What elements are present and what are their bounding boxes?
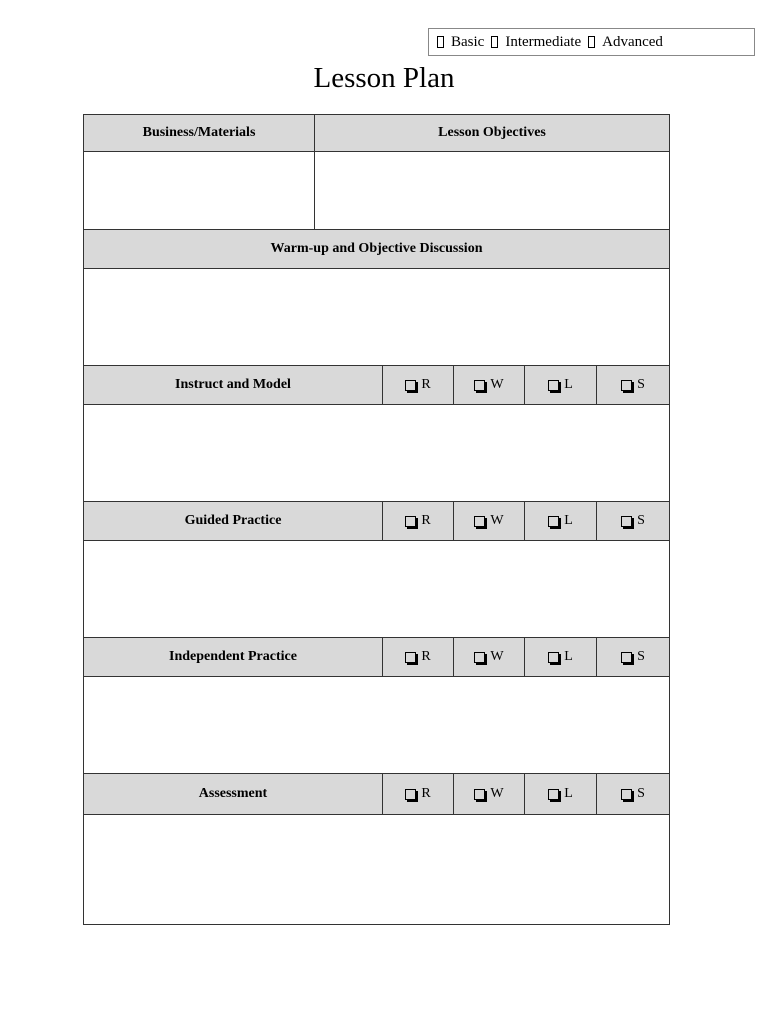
section-label: Assessment	[198, 786, 268, 801]
checkbox-icon[interactable]	[405, 380, 416, 391]
skill-label: L	[564, 649, 573, 664]
section-label: Instruct and Model	[175, 377, 291, 392]
warmup-header	[84, 230, 669, 269]
section-label-cell	[84, 638, 383, 676]
guided-field[interactable]	[84, 541, 669, 638]
level-option-basic[interactable]	[437, 34, 484, 51]
skill-label: L	[564, 786, 573, 801]
checkbox-icon[interactable]	[548, 652, 559, 663]
independent-header	[84, 638, 669, 677]
skill-label: S	[637, 786, 645, 801]
checkbox-icon[interactable]	[548, 516, 559, 527]
level-label: Intermediate	[505, 33, 582, 50]
assessment-field[interactable]	[84, 815, 669, 924]
objectives-header-label: Lesson Objectives	[438, 125, 546, 140]
skill-s[interactable]	[597, 366, 669, 404]
skill-l[interactable]	[525, 774, 597, 814]
skill-label: W	[490, 649, 504, 664]
checkbox-icon[interactable]	[405, 516, 416, 527]
skill-label: R	[421, 649, 431, 664]
materials-header	[84, 115, 315, 151]
skill-s[interactable]	[597, 502, 669, 540]
section-label-cell	[84, 774, 383, 814]
materials-header-label: Business/Materials	[142, 125, 256, 140]
checkbox-icon[interactable]	[548, 380, 559, 391]
warmup-label: Warm-up and Objective Discussion	[270, 241, 483, 256]
checkbox-icon[interactable]	[437, 36, 444, 48]
skill-r[interactable]	[383, 502, 454, 540]
checkbox-icon[interactable]	[548, 789, 559, 800]
checkbox-icon[interactable]	[621, 516, 632, 527]
checkbox-icon[interactable]	[474, 789, 485, 800]
skill-label: R	[421, 513, 431, 528]
objectives-field[interactable]	[315, 152, 669, 229]
skill-label: L	[564, 513, 573, 528]
checkbox-icon[interactable]	[621, 652, 632, 663]
section-label: Guided Practice	[184, 513, 282, 528]
skill-w[interactable]	[454, 638, 525, 676]
skill-label: S	[637, 377, 645, 392]
assessment-header	[84, 774, 669, 815]
skill-s[interactable]	[597, 774, 669, 814]
lesson-plan-form	[83, 114, 670, 925]
instruct-field[interactable]	[84, 405, 669, 502]
materials-field[interactable]	[84, 152, 315, 229]
section-label-cell	[84, 366, 383, 404]
checkbox-icon[interactable]	[474, 380, 485, 391]
skill-s[interactable]	[597, 638, 669, 676]
skill-label: W	[490, 377, 504, 392]
section-label: Independent Practice	[169, 649, 297, 664]
checkbox-icon[interactable]	[588, 36, 595, 48]
skill-w[interactable]	[454, 502, 525, 540]
skill-l[interactable]	[525, 366, 597, 404]
checkbox-icon[interactable]	[405, 652, 416, 663]
level-selector	[428, 28, 755, 56]
skill-w[interactable]	[454, 366, 525, 404]
level-option-advanced[interactable]	[588, 34, 663, 51]
skill-label: W	[490, 786, 504, 801]
checkbox-icon[interactable]	[474, 652, 485, 663]
instruct-header	[84, 366, 669, 405]
skill-label: W	[490, 513, 504, 528]
skill-r[interactable]	[383, 366, 454, 404]
skill-r[interactable]	[383, 638, 454, 676]
skill-w[interactable]	[454, 774, 525, 814]
checkbox-icon[interactable]	[474, 516, 485, 527]
skill-label: S	[637, 513, 645, 528]
warmup-field[interactable]	[84, 269, 669, 366]
guided-header	[84, 502, 669, 541]
page-title: Lesson Plan	[313, 62, 455, 94]
skill-label: R	[421, 377, 431, 392]
level-option-intermediate[interactable]	[491, 34, 581, 51]
checkbox-icon[interactable]	[621, 380, 632, 391]
independent-field[interactable]	[84, 677, 669, 774]
skill-r[interactable]	[383, 774, 454, 814]
skill-l[interactable]	[525, 502, 597, 540]
checkbox-icon[interactable]	[621, 789, 632, 800]
section-label-cell	[84, 502, 383, 540]
top-header-row	[84, 115, 669, 152]
skill-label: L	[564, 377, 573, 392]
skill-l[interactable]	[525, 638, 597, 676]
level-label: Advanced	[602, 33, 663, 50]
warmup-header-cell	[84, 230, 669, 268]
objectives-header	[315, 115, 669, 151]
checkbox-icon[interactable]	[491, 36, 498, 48]
level-label: Basic	[451, 33, 485, 50]
skill-label: R	[421, 786, 431, 801]
top-body-row	[84, 152, 669, 230]
skill-label: S	[637, 649, 645, 664]
checkbox-icon[interactable]	[405, 789, 416, 800]
